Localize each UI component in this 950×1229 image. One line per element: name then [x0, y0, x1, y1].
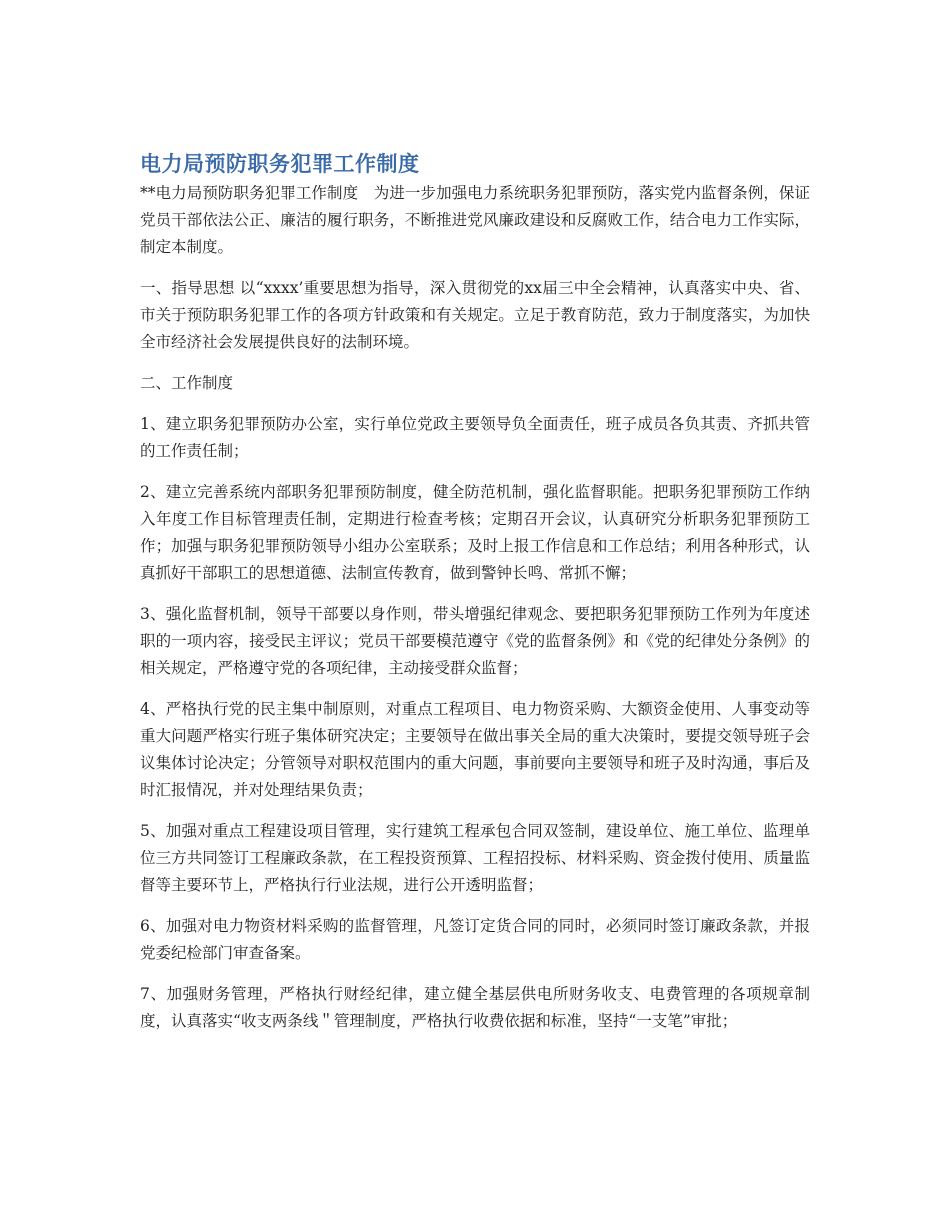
document-body [140, 150, 810, 1049]
paragraph-item-5: 5、加强对重点工程建设项目管理，实行建筑工程承包合同双签制，建设单位、施工单位、监理单位三方共同签订工程廉政条款，在工程投资预算、工程招投标、材料采购、资金拨付使用、质量监督等主要环节上，严格执行行业法规，进行公开透明监督； [140, 822, 810, 894]
section-heading-work-system: 二、工作制度 [140, 374, 234, 392]
paragraph-item-6: 6、加强对电力物资材料采购的监督管理，凡签订定货合同的同时，必须同时签订廉政条款，并报党委纪检部门审查备案。 [140, 917, 810, 962]
paragraph-item-3: 3、强化监督机制，领导干部要以身作则，带头增强纪律观念、要把职务犯罪预防工作列为年度述职的一项内容，接受民主评议；党员干部要模范遵守《党的监督条例》和《党的纪律处分条例》的相关规定，严格遵守党的各项纪律，主动接受群众监督； [140, 605, 810, 677]
paragraph-guiding-thought: 一、指导思想 以“xxxx’重要思想为指导，深入贯彻党的xx届三中全会精神，认真落实中央、省、市关于预防职务犯罪工作的各项方针政策和有关规定。立足于教育防范，致力于制度落实，为加快全市经济社会发展提供良好的法制环境。 [140, 279, 810, 351]
paragraph-item-7: 7、加强财务管理，严格执行财经纪律，建立健全基层供电所财务收支、电费管理的各项规章制度，认真落实“收支两条线＂管理制度，严格执行收费依据和标准，坚持“一支笔”审批； [140, 985, 810, 1030]
paragraph-item-4: 4、严格执行党的民主集中制原则，对重点工程项目、电力物资采购、大额资金使用、人事变动等重大问题严格实行班子集体研究决定；主要领导在做出事关全局的重大决策时，要提交领导班子会议集体讨论决定；分管领导对职权范围内的重大问题，事前要向主要领导和班子及时沟通，事后及时汇报情况，并对处理结果负责； [140, 700, 810, 799]
paragraph-item-2: 2、建立完善系统内部职务犯罪预防制度，健全防范机制，强化监督职能。把职务犯罪预防工作纳入年度工作目标管理责任制，定期进行检查考核；定期召开会议，认真研究分析职务犯罪预防工作；加强与职务犯罪预防领导小组办公室联系；及时上报工作信息和工作总结；利用各种形式，认真抓好干部职工的思想道德、法制宣传教育，做到警钟长鸣、常抓不懈； [140, 483, 810, 582]
document-title: 电力局预防职务犯罪工作制度 [140, 152, 420, 176]
paragraph-intro: **电力局预防职务犯罪工作制度 为进一步加强电力系统职务犯罪预防，落实党内监督条例，保证党员干部依法公正、廉洁的履行职务，不断推进党风廉政建设和反腐败工作，结合电力工作实际，制定本制度。 [140, 184, 810, 256]
paragraph-item-1: 1、建立职务犯罪预防办公室，实行单位党政主要领导负全面责任，班子成员各负其责、齐抓共管的工作责任制； [140, 415, 810, 460]
